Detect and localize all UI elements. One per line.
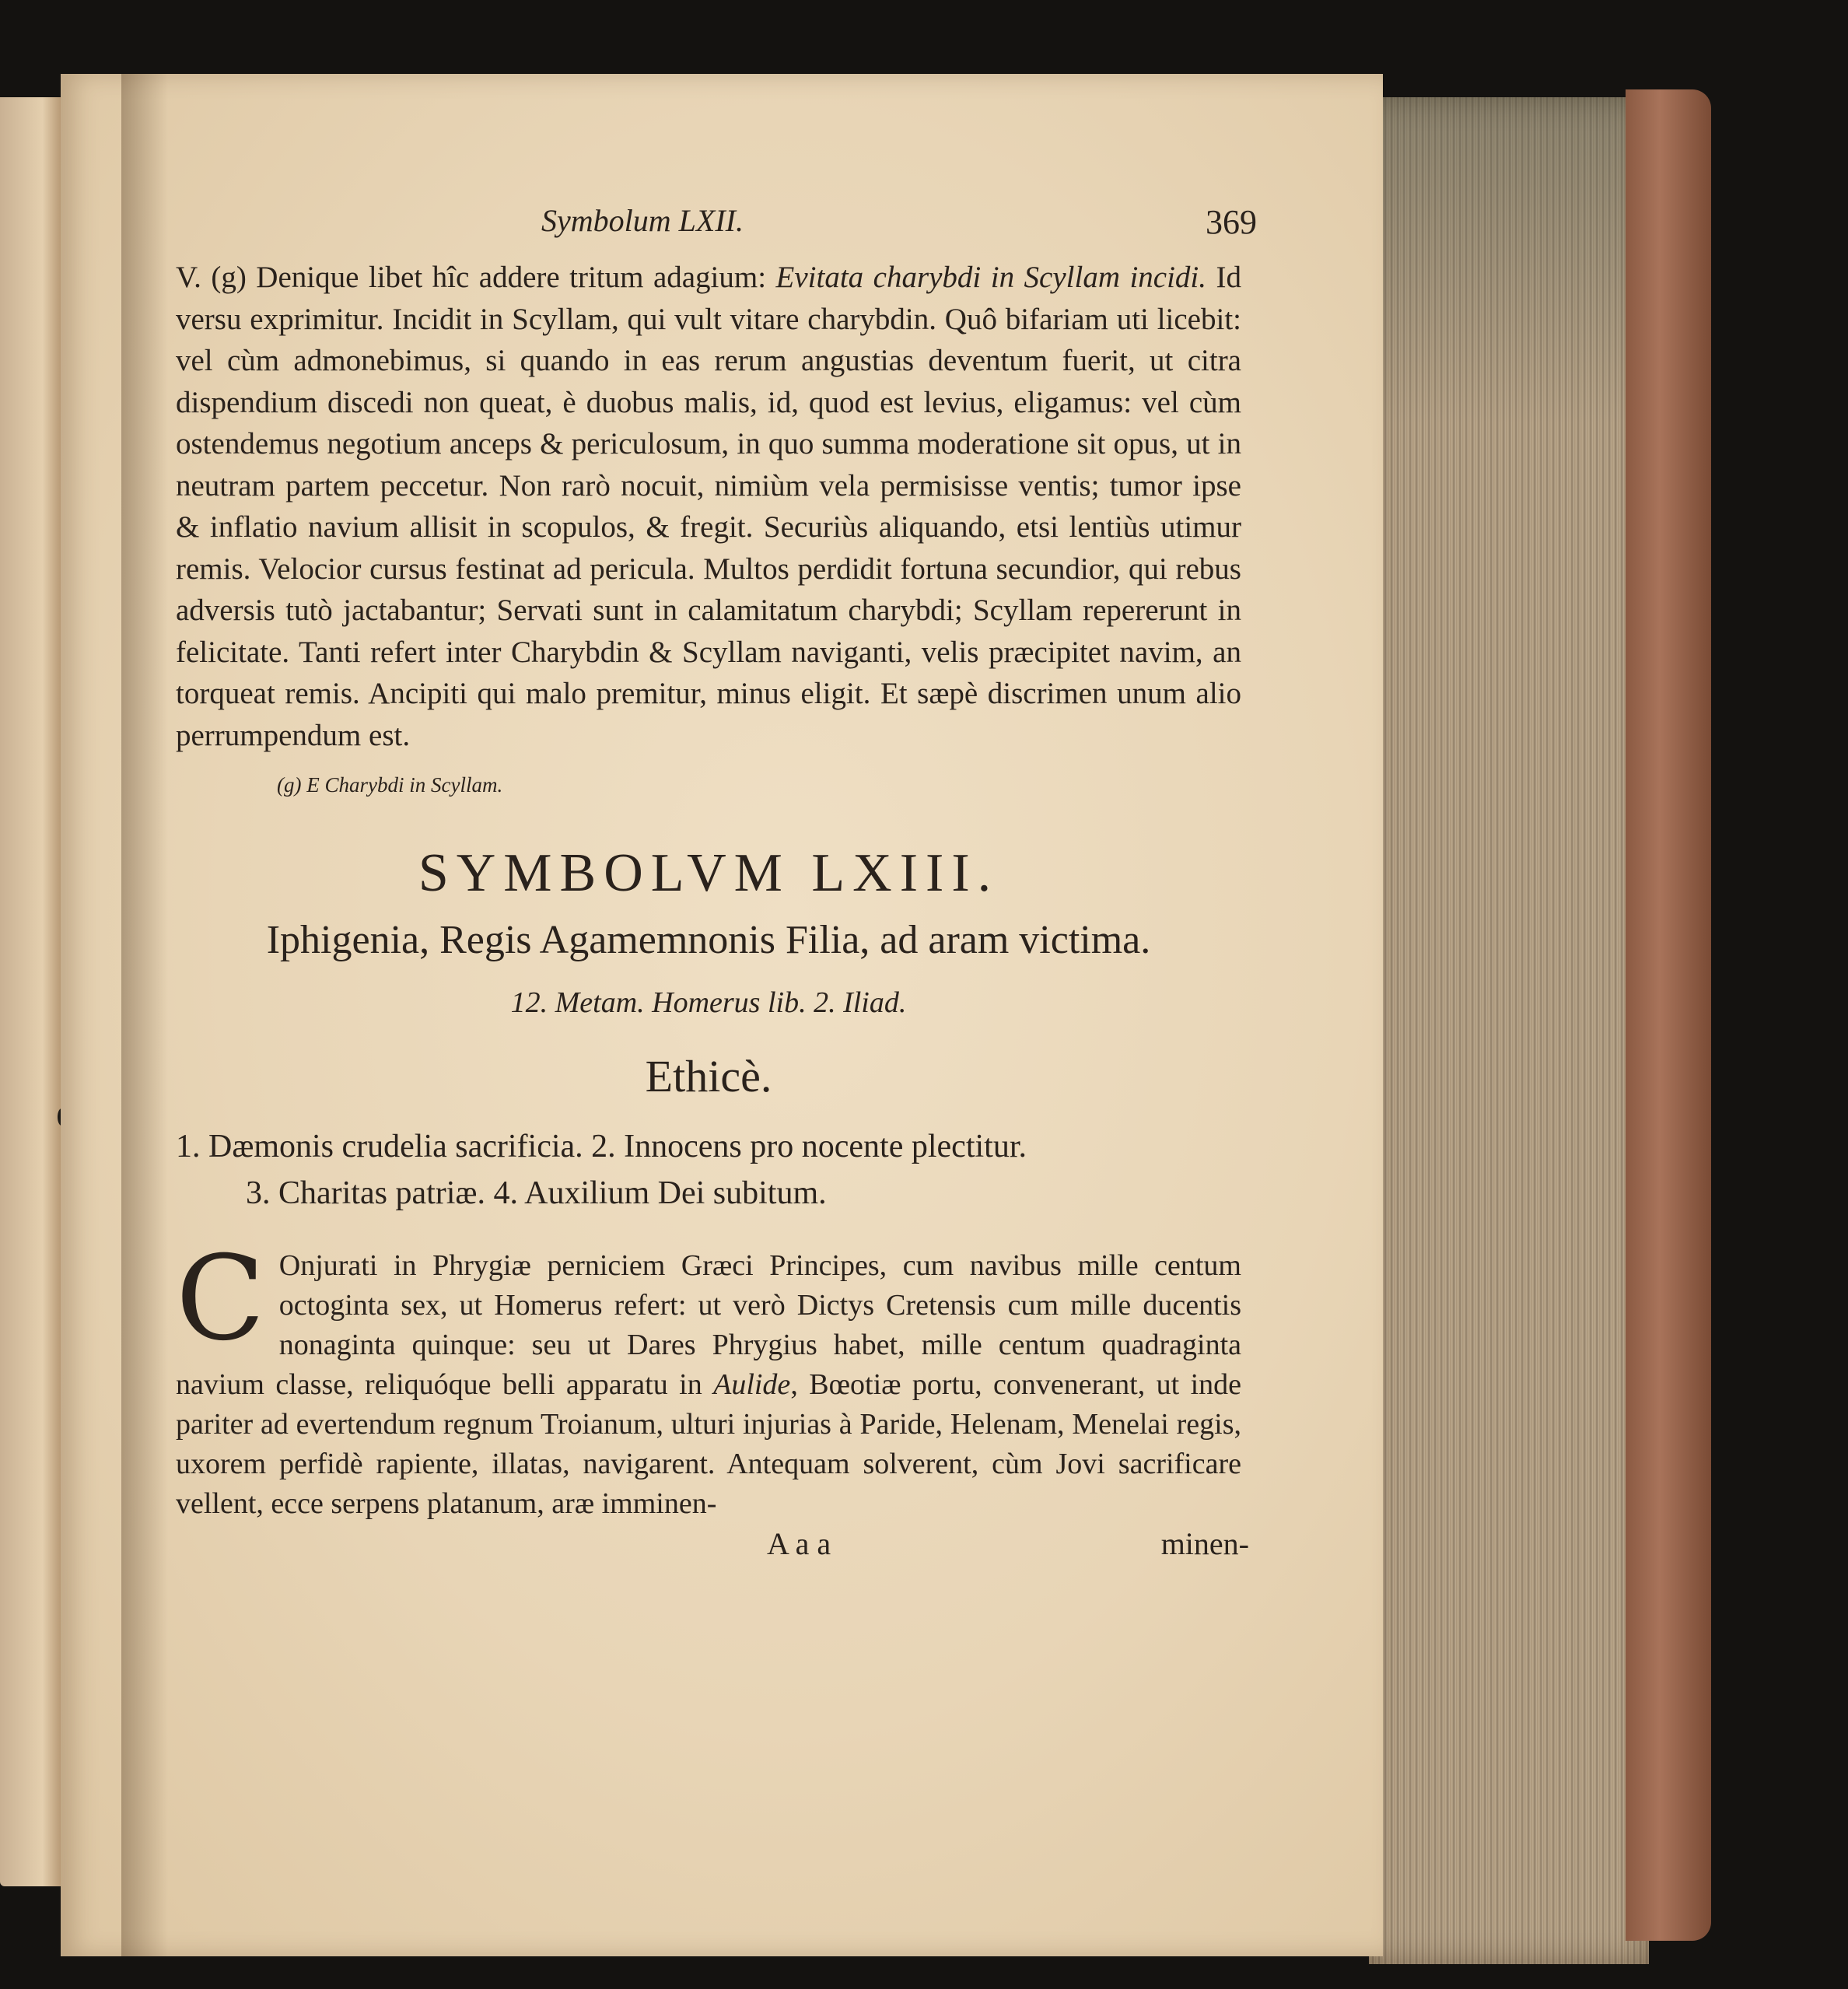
place-name: Aulide (713, 1368, 791, 1401)
paragraph-lead: V. (g) Denique libet hîc addere tritum adagium: (176, 261, 776, 294)
page-foot (176, 1525, 1249, 1568)
page-number: 369 (1206, 203, 1257, 241)
book-page (61, 74, 1383, 1956)
page-text (176, 202, 1257, 1568)
catchword: minen- (1160, 1526, 1249, 1561)
symbol-title: SYMBOLVM LXIII. (418, 843, 999, 903)
narrative-paragraph (176, 1231, 1241, 1524)
themes-line-2: 3. Charitas patriæ. 4. Auxilium Dei subitum. (246, 1175, 827, 1211)
source-reference: 12. Metam. Homerus lib. 2. Iliad. (510, 986, 907, 1019)
paragraph-adage (176, 257, 1241, 756)
book-cover-edge (1626, 89, 1711, 1941)
themes-line-1: 1. Dæmonis crudelia sacrificia. 2. Innocens pro nocente plectitur. (176, 1129, 1027, 1164)
symbol-subtitle: Iphigenia, Regis Agamemnonis Filia, ad aram victima. (266, 918, 1151, 962)
drop-cap: C (176, 1231, 265, 1367)
section-heading-ethice: Ethicè. (645, 1051, 772, 1101)
gutter-shadow (121, 74, 168, 1956)
facing-page-edge (0, 97, 61, 1886)
footnote: (g) E Charybdi in Scyllam. (277, 773, 503, 797)
signature-mark: A a a (767, 1526, 831, 1561)
running-head-title: Symbolum LXII. (541, 203, 744, 238)
narrative-text-b: , Bœotiæ portu, convenerant, ut inde pariter ad evertendum regnum Troianum, ulturi injurias à Paride, Helenam, Menelai regis, uxorem perfidè rapiente, illatas, navigarent. Antequam solverent, cùm Jovi sacrificare vellent, ecce serpens platanum, aræ imminen- (176, 1368, 1241, 1520)
paragraph-rest: Id versu exprimitur. Incidit in Scyllam, qui vult vitare charybdin. Quô bifariam uti licebit: vel cùm admonebimus, si quando in eas rerum angustias deventum fuerit, ut citra dispendium discedi non queat, è duobus malis, id, quod est levius, eligamus: vel cùm ostendemus negotium anceps & periculosum, in quo summa moderatione sit opus, ut in neutram partem peccetur. Non rarò nocuit, nimiùm vela permisisse ventis; tumor ipse & inflatio navium allisit in scopulos, & fregit. Securiùs aliquando, etsi lentiùs utimur remis. Velocior cursus festinat ad pericula. Multos perdidit fortuna secundior, qui rebus adversis tutò jactabantur; Servati sunt in calamitatum charybdi; Scyllam repererunt in felicitate. Tanti refert inter Charybdin & Scyllam naviganti, velis præcipitet navim, an torqueat remis. Ancipiti qui malo premitur, minus eligit. Et sæpè discrimen unum alio perrumpendum est. (176, 261, 1241, 752)
narrative-text-a: Onjurati in Phrygiæ perniciem Græci Principes, cum navibus mille centum octoginta sex, ut Homerus refert: ut verò Dictys Cretensis cum mille ducentis nonaginta quinque: seu ut Dares Phrygius habet, mille centum quadraginta navium classe, reliquóque belli apparatu in (176, 1249, 1241, 1401)
page-block-fore-edge (1369, 97, 1649, 1964)
book (0, 74, 1727, 1989)
adage-italic: Evitata charybdi in Scyllam incidi. (775, 261, 1207, 294)
themes-list (176, 1123, 1241, 1217)
running-head (176, 202, 1257, 257)
